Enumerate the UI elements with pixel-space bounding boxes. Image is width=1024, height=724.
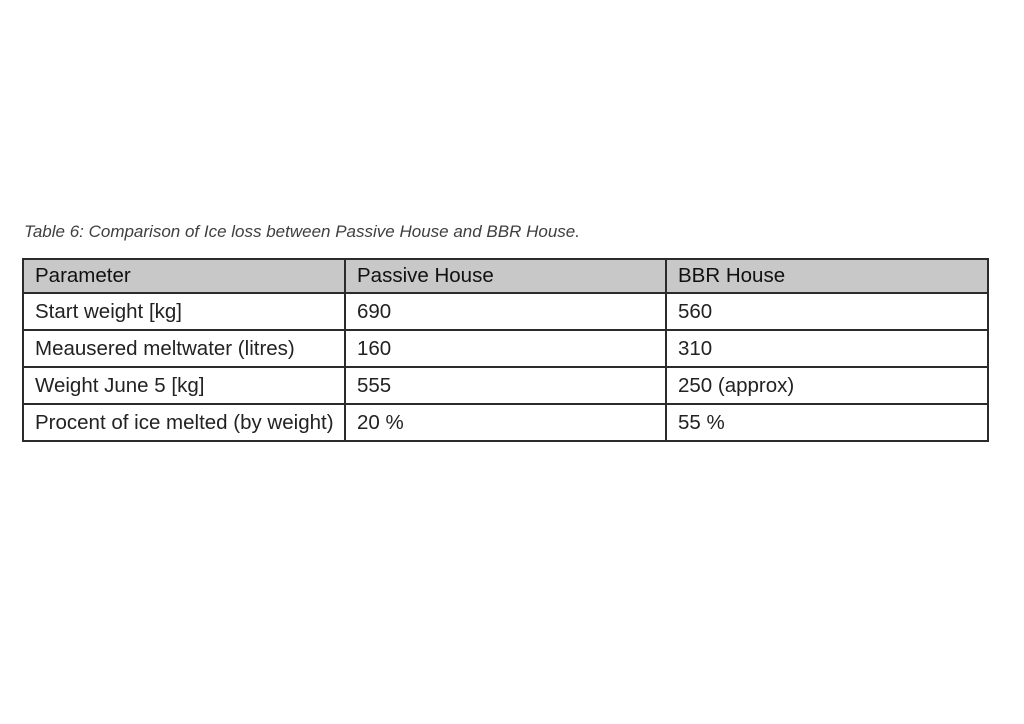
cell-bbr-house: 310 [666,330,988,367]
table-row [23,330,988,367]
comparison-table [22,258,989,442]
table-caption: Table 6: Comparison of Ice loss between Passive House and BBR House. [24,222,580,241]
cell-passive-house: 690 [345,293,666,330]
cell-bbr-house: 250 (approx) [666,367,988,404]
table-row [23,404,988,441]
cell-passive-house: 160 [345,330,666,367]
cell-parameter: Meausered meltwater (litres) [23,330,345,367]
table-row [23,293,988,330]
table-row [23,367,988,404]
cell-parameter: Weight June 5 [kg] [23,367,345,404]
header-bbr-house: BBR House [666,259,988,293]
cell-parameter: Procent of ice melted (by weight) [23,404,345,441]
header-parameter: Parameter [23,259,345,293]
table-header-row [23,259,988,293]
cell-passive-house: 555 [345,367,666,404]
cell-parameter: Start weight [kg] [23,293,345,330]
cell-bbr-house: 560 [666,293,988,330]
cell-bbr-house: 55 % [666,404,988,441]
header-passive-house: Passive House [345,259,666,293]
cell-passive-house: 20 % [345,404,666,441]
